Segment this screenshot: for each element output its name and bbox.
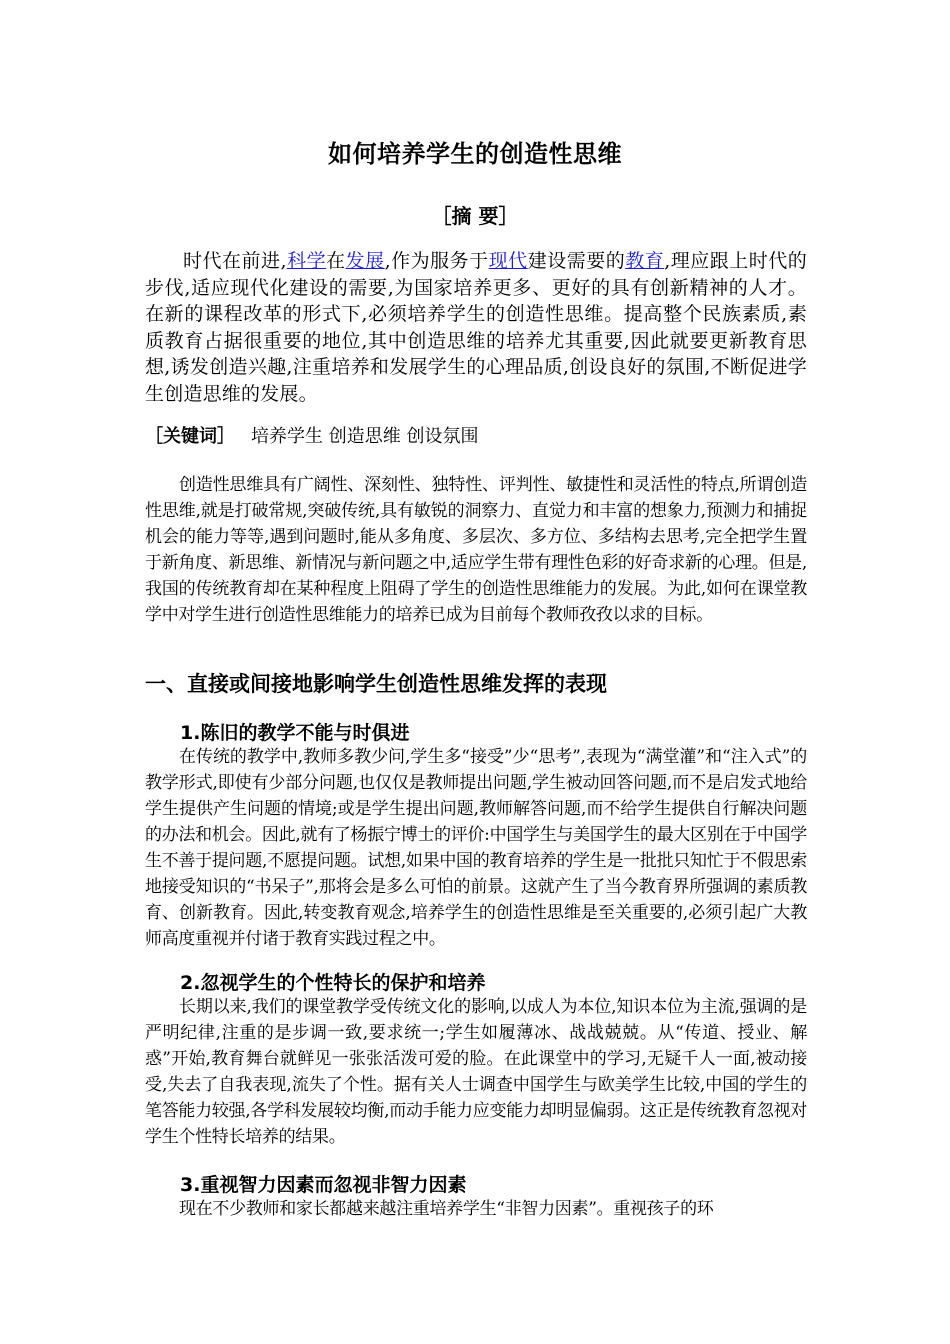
abstract-text-4: 建设需要的 — [527, 250, 626, 272]
abstract-paragraph — [145, 248, 807, 407]
abstract-text-3: ,作为服务于 — [384, 250, 489, 272]
link-modern[interactable]: 现代 — [488, 250, 528, 272]
subsection-paragraph-2: 长期以来,我们的课堂教学受传统文化的影响,以成人为本位,知识本位为主流,强调的是严明纪律,注重的是步调一致,要求统一;学生如履薄冰、战战兢兢。从“传道、授业、解惑”开始,教育舞台就鲜见一张张活泼可爱的脸。在此课堂中的学习,无疑千人一面,被动接受,失去了自我表现,流失了个性。据有关人士调查中国学生与欧美学生比较,中国的学生的笔答能力较强,各学科发展较均衡,而动手能力应变能力却明显偏弱。这正是传统教育忽视对学生个性特长培养的结果。 — [145, 997, 807, 1147]
link-education[interactable]: 教育 — [625, 250, 665, 272]
link-development[interactable]: 发展 — [345, 250, 385, 272]
subsection-paragraph-1: 在传统的教学中,教师多教少问,学生多“接受”少“思考”,表现为“满堂灌”和“注入式”的教学形式,即使有少部分问题,也仅仅是教师提出问题,学生被动回答问题,而不是启发式地给学生提供产生问题的情境;或是学生提出问题,教师解答问题,而不给学生提供自行解决问题的办法和机会。因此,就有了杨振宁博士的评价:中国学生与美国学生的最大区别在于中国学生不善于提问题,不愿提问题。试想,如果中国的教育培养的学生是一批批只知忙于不假思索地接受知识的“书呆子”,那将会是多么可怕的前景。这就产生了当今教育界所强调的素质教育、创新教育。因此,转变教育观念,培养学生的创造性思维是至关重要的,必须引起广大教师高度重视并付诸于教育实践过程之中。 — [145, 747, 807, 949]
subsection-heading-1: 1.陈旧的教学不能与时俱进 — [180, 722, 410, 744]
intro-paragraph: 创造性思维具有广阔性、深刻性、独特性、评判性、敏捷性和灵活性的特点,所谓创造性思维,就是打破常规,突破传统,具有敏锐的洞察力、直觉力和丰富的想象力,预测力和捕捉机会的能力等等,遇到问题时,能从多角度、多层次、多方位、多结构去思考,完全把学生置于新角度、新思维、新情况与新问题之中,适应学生带有理性色彩的好奇求新的心理。但是,我国的传统教育却在某种程度上阻碍了学生的创造性思维能力的发展。为此,如何在课堂教学中对学生进行创造性思维能力的培养已成为目前每个教师孜孜以求的目标。 — [145, 475, 807, 625]
keywords-list: 培养学生 创造思维 创设氛围 — [251, 426, 479, 447]
keywords-label: ［关键词］ — [145, 426, 235, 447]
link-science[interactable]: 科学 — [286, 250, 327, 272]
abstract-text-2: 在 — [326, 250, 346, 272]
keywords-line — [145, 424, 478, 450]
subsection-heading-2: 2.忽视学生的个性特长的保护和培养 — [180, 972, 486, 994]
abstract-text-1: 时代在前进, — [183, 250, 287, 272]
document-title: 如何培养学生的创造性思维 — [328, 140, 622, 168]
subsection-paragraph-3: 现在不少教师和家长都越来越注重培养学生“非智力因素”。重视孩子的环 — [179, 1199, 714, 1219]
abstract-heading: ［摘 要］ — [431, 204, 519, 228]
abstract-text-5: ,理应跟上时代的步伐,适应现代化建设的需要,为国家培养更多、更好的具有创新精神的人才。在新的课程改革的形式下,必须培养学生的创造性思维。提高整个民族素质,素质教育占据很重要的地位,其中创造思维的培养尤其重要,因此就要更新教育思想,诱发创造兴趣,注重培养和发展学生的心理品质,创设良好的氛围,不断促进学生创造思维的发展。 — [145, 250, 807, 405]
subsection-heading-3: 3.重视智力因素而忽视非智力因素 — [180, 1174, 467, 1196]
section-heading-1: 一、直接或间接地影响学生创造性思维发挥的表现 — [145, 672, 607, 696]
